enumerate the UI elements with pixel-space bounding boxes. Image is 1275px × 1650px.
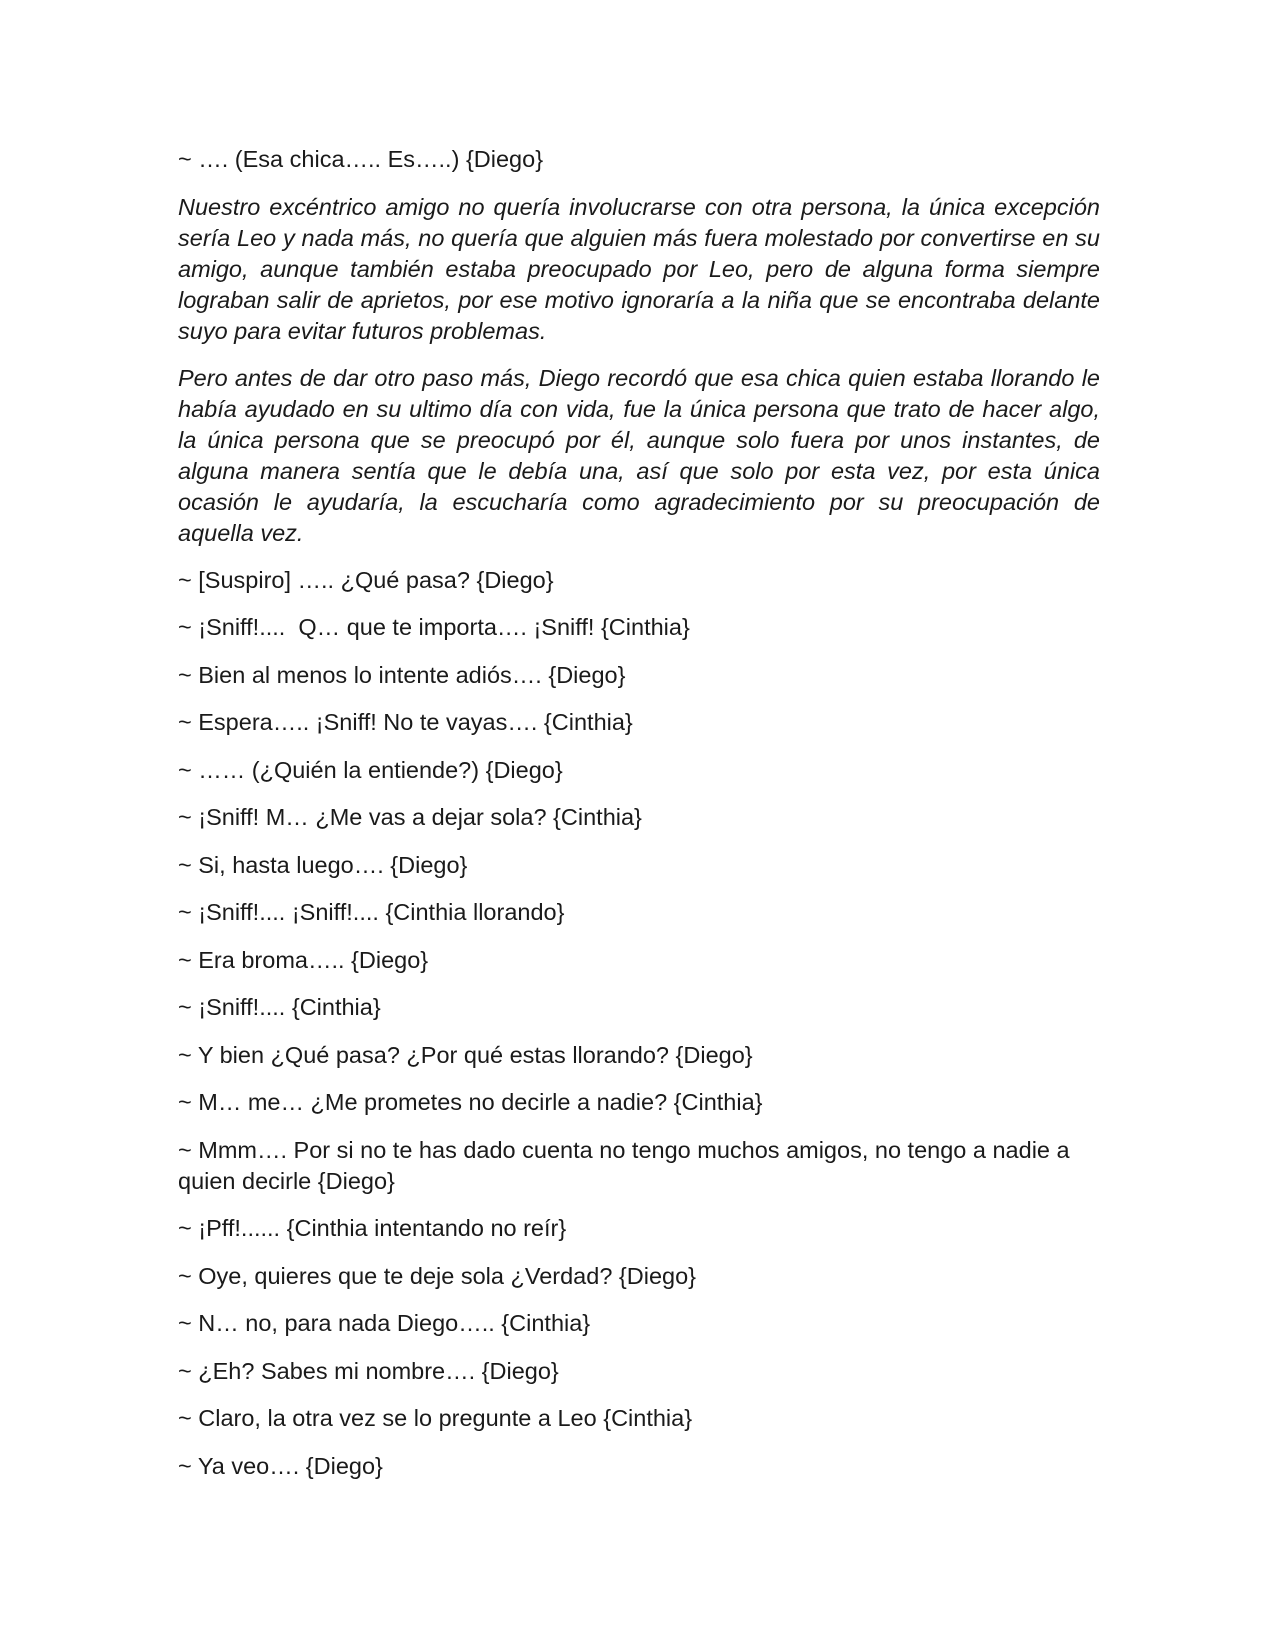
document-page (178, 144, 1100, 1498)
dialogue-line: ~ ¡Sniff! M… ¿Me vas a dejar sola? {Cinthia} (178, 804, 642, 830)
dialogue-line: ~ Era broma….. {Diego} (178, 946, 429, 973)
dialogue-line: ~ ¡Pff!...... {Cinthia intentando no reír} (178, 1215, 567, 1241)
dialogue-line: ~ Mmm…. Por si no te has dado cuenta no tengo muchos amigos, no tengo a nadie a quien decirle {Diego} (178, 1136, 1077, 1194)
dialogue-line: ~ …. (Esa chica….. Es…..) {Diego} (178, 146, 544, 172)
dialogue-line: ~ Espera….. ¡Sniff! No te vayas…. {Cinthia} (178, 709, 633, 735)
dialogue-line: ~ ¿Eh? Sabes mi nombre…. {Diego} (178, 1357, 559, 1384)
dialogue-line: ~ M… me… ¿Me prometes no decirle a nadie? {Cinthia} (178, 1089, 763, 1115)
dialogue-line: ~ Ya veo…. {Diego} (178, 1452, 383, 1479)
dialogue-line: ~ …… (¿Quién la entiende?) {Diego} (178, 756, 563, 783)
dialogue-line: ~ N… no, para nada Diego….. {Cinthia} (178, 1310, 591, 1336)
narration-paragraph: Nuestro excéntrico amigo no quería involucrarse con otra persona, la única excepción sería Leo y nada más, no quería que alguien más fuera molestado por convertirse en su amigo, aunque también estaba preocupado por Leo, pero de alguna forma siempre lograban salir de aprietos, por ese motivo ignoraría a la niña que se encontraba delante suyo para evitar futuros problemas. (178, 193, 1100, 344)
dialogue-line: ~ [Suspiro] ….. ¿Qué pasa? {Diego} (178, 566, 554, 593)
dialogue-line: ~ ¡Sniff!.... ¡Sniff!.... {Cinthia llorando} (178, 899, 565, 925)
dialogue-line: ~ Si, hasta luego…. {Diego} (178, 851, 468, 878)
dialogue-line: ~ ¡Sniff!.... Q… que te importa…. ¡Sniff! {Cinthia} (178, 614, 690, 640)
dialogue-line: ~ Y bien ¿Qué pasa? ¿Por qué estas llorando? {Diego} (178, 1041, 753, 1068)
dialogue-line: ~ Bien al menos lo intente adiós…. {Diego} (178, 661, 626, 688)
dialogue-line: ~ Claro, la otra vez se lo pregunte a Leo {Cinthia} (178, 1405, 693, 1431)
dialogue-line: ~ Oye, quieres que te deje sola ¿Verdad? {Diego} (178, 1262, 697, 1289)
narration-paragraph: Pero antes de dar otro paso más, Diego recordó que esa chica quien estaba llorando le había ayudado en su ultimo día con vida, fue la única persona que trato de hacer algo, la única persona que se preocupó por él, aunque solo fuera por unos instantes, de alguna manera sentía que le debía una, así que solo por esta vez, por esta única ocasión le ayudaría, la escucharía como agradecimiento por su preocupación de aquella vez. (178, 364, 1100, 546)
dialogue-line: ~ ¡Sniff!.... {Cinthia} (178, 994, 381, 1020)
